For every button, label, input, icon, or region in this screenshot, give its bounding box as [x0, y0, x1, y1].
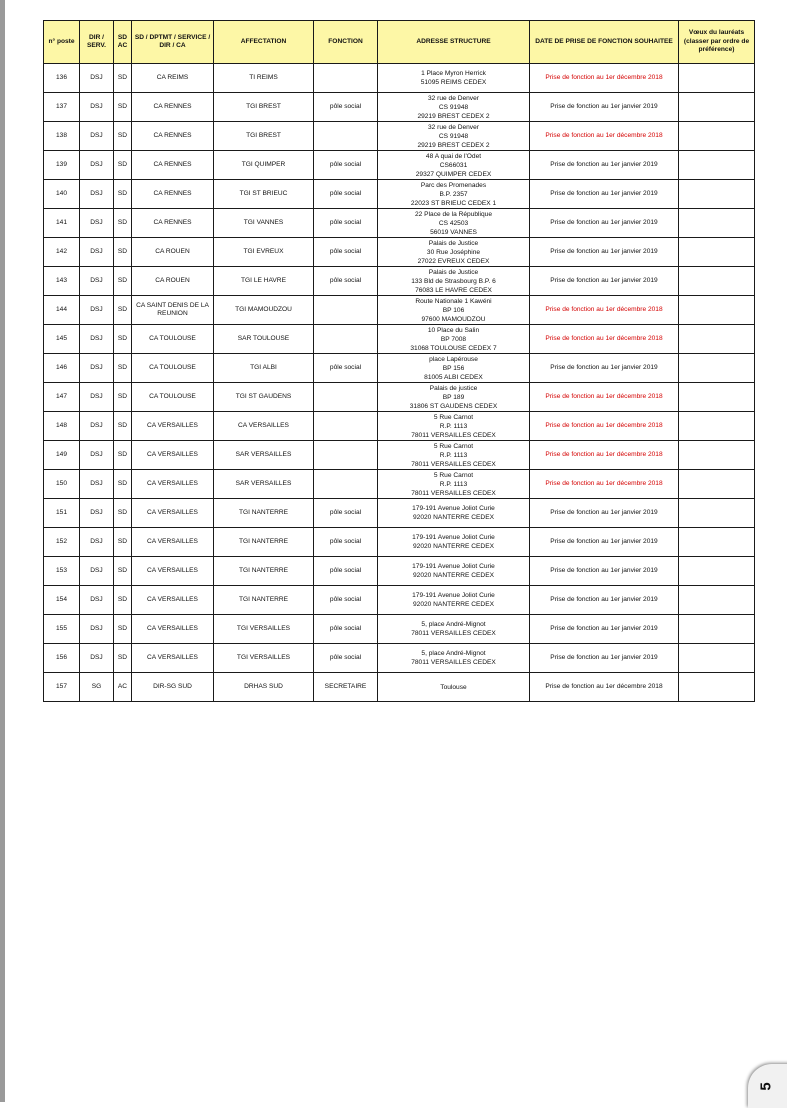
- cell-affectation: SAR VERSAILLES: [214, 470, 314, 499]
- cell-adresse: [378, 673, 530, 702]
- cell-poste: 149: [44, 441, 80, 470]
- adresse-line: 29219 BREST CEDEX 2: [417, 112, 490, 120]
- cell-adresse: [378, 383, 530, 412]
- cell-poste: 137: [44, 93, 80, 122]
- cell-affectation: TGI EVREUX: [214, 238, 314, 267]
- cell-voeux[interactable]: [679, 296, 755, 325]
- table-row: [44, 354, 755, 383]
- adresse-line: 56019 VANNES: [430, 228, 477, 236]
- adresse-line: 78011 VERSAILLES CEDEX: [411, 489, 496, 497]
- cell-dir: DSJ: [80, 383, 114, 412]
- adresse-line: 5 Rue Carnot: [433, 442, 474, 450]
- cell-voeux[interactable]: [679, 64, 755, 93]
- adresse-line: 76083 LE HAVRE CEDEX: [415, 286, 492, 294]
- cell-sdac: SD: [114, 412, 132, 441]
- cell-poste: 153: [44, 557, 80, 586]
- cell-sdac: AC: [114, 673, 132, 702]
- cell-affectation: SAR VERSAILLES: [214, 441, 314, 470]
- adresse-line: 32 rue de Denver: [428, 94, 479, 102]
- cell-adresse: [378, 325, 530, 354]
- cell-fonction: pôle social: [314, 151, 378, 180]
- cell-poste: 147: [44, 383, 80, 412]
- cell-fonction: pôle social: [314, 180, 378, 209]
- cell-voeux[interactable]: [679, 470, 755, 499]
- cell-date: Prise de fonction au 1er décembre 2018: [530, 470, 679, 499]
- header-fonction: FONCTION: [314, 21, 378, 64]
- cell-date: Prise de fonction au 1er janvier 2019: [530, 644, 679, 673]
- adresse-line: CS 91948: [438, 103, 469, 111]
- cell-poste: 139: [44, 151, 80, 180]
- cell-date: Prise de fonction au 1er janvier 2019: [530, 93, 679, 122]
- cell-adresse: [378, 354, 530, 383]
- cell-voeux[interactable]: [679, 122, 755, 151]
- cell-poste: 142: [44, 238, 80, 267]
- cell-fonction: pôle social: [314, 644, 378, 673]
- cell-voeux[interactable]: [679, 673, 755, 702]
- adresse-line: R.P. 1113: [439, 451, 468, 459]
- table-row: [44, 93, 755, 122]
- cell-dir: DSJ: [80, 586, 114, 615]
- cell-poste: 144: [44, 296, 80, 325]
- cell-adresse: [378, 93, 530, 122]
- cell-adresse: [378, 441, 530, 470]
- cell-voeux[interactable]: [679, 499, 755, 528]
- cell-voeux[interactable]: [679, 441, 755, 470]
- cell-voeux[interactable]: [679, 180, 755, 209]
- cell-fonction: [314, 296, 378, 325]
- cell-sdac: SD: [114, 354, 132, 383]
- cell-poste: 157: [44, 673, 80, 702]
- table-row: [44, 209, 755, 238]
- adresse-line: place Lapérouse: [429, 355, 478, 363]
- cell-poste: 145: [44, 325, 80, 354]
- adresse-line: 22023 ST BRIEUC CEDEX 1: [410, 199, 497, 207]
- cell-fonction: [314, 325, 378, 354]
- table-row: [44, 615, 755, 644]
- cell-affectation: TGI MAMOUDZOU: [214, 296, 314, 325]
- adresse-line: 29219 BREST CEDEX 2: [417, 141, 490, 149]
- adresse-line: 22 Place de la République: [415, 210, 492, 218]
- cell-sdac: SD: [114, 64, 132, 93]
- cell-sdac: SD: [114, 122, 132, 151]
- cell-date: Prise de fonction au 1er décembre 2018: [530, 122, 679, 151]
- table-row: [44, 267, 755, 296]
- header-sd-dptmt: SD / DPTMT / SERVICE / DIR / CA: [132, 21, 214, 64]
- cell-affectation: CA VERSAILLES: [214, 412, 314, 441]
- cell-fonction: SECRETAIRE: [314, 673, 378, 702]
- cell-dir: DSJ: [80, 267, 114, 296]
- cell-poste: 150: [44, 470, 80, 499]
- cell-dir: DSJ: [80, 557, 114, 586]
- table-row: [44, 64, 755, 93]
- cell-sdac: SD: [114, 93, 132, 122]
- cell-sdac: SD: [114, 325, 132, 354]
- cell-sd-dptmt: CA TOULOUSE: [132, 354, 214, 383]
- cell-sd-dptmt: CA RENNES: [132, 151, 214, 180]
- cell-sdac: SD: [114, 180, 132, 209]
- cell-sd-dptmt: CA VERSAILLES: [132, 528, 214, 557]
- table-row: [44, 528, 755, 557]
- page-left-edge: [0, 0, 5, 1102]
- cell-affectation: TGI BREST: [214, 93, 314, 122]
- cell-date: Prise de fonction au 1er janvier 2019: [530, 180, 679, 209]
- cell-fonction: pôle social: [314, 354, 378, 383]
- cell-affectation: SAR TOULOUSE: [214, 325, 314, 354]
- header-poste: n° poste: [44, 21, 80, 64]
- cell-affectation: TGI NANTERRE: [214, 528, 314, 557]
- cell-dir: DSJ: [80, 296, 114, 325]
- cell-date: Prise de fonction au 1er janvier 2019: [530, 615, 679, 644]
- adresse-line: BP 189: [442, 393, 465, 401]
- cell-poste: 156: [44, 644, 80, 673]
- adresse-line: 5 Rue Carnot: [433, 471, 474, 479]
- cell-voeux[interactable]: [679, 267, 755, 296]
- cell-voeux[interactable]: [679, 325, 755, 354]
- header-voeux: Vœux du lauréats (classer par ordre de préférence): [679, 21, 755, 64]
- cell-sdac: SD: [114, 441, 132, 470]
- cell-voeux[interactable]: [679, 238, 755, 267]
- cell-fonction: [314, 470, 378, 499]
- adresse-line: 51095 REIMS CEDEX: [420, 79, 487, 86]
- adresse-line: 81005 ALBI CEDEX: [424, 373, 483, 381]
- cell-sdac: SD: [114, 267, 132, 296]
- cell-sd-dptmt: CA VERSAILLES: [132, 615, 214, 644]
- cell-sd-dptmt: CA TOULOUSE: [132, 325, 214, 354]
- adresse-line: 32 rue de Denver: [428, 123, 479, 131]
- adresse-line: 97600 MAMOUDZOU: [421, 315, 486, 323]
- cell-poste: 154: [44, 586, 80, 615]
- adresse-line: 179-191 Avenue Joliot Curie: [412, 534, 495, 541]
- header-affectation: AFFECTATION: [214, 21, 314, 64]
- cell-sdac: SD: [114, 586, 132, 615]
- cell-sdac: SD: [114, 296, 132, 325]
- cell-affectation: TGI NANTERRE: [214, 557, 314, 586]
- cell-adresse: [378, 586, 530, 615]
- adresse-line: 92020 NANTERRE CEDEX: [413, 514, 494, 521]
- cell-sd-dptmt: CA VERSAILLES: [132, 644, 214, 673]
- cell-date: Prise de fonction au 1er janvier 2019: [530, 586, 679, 615]
- cell-adresse: [378, 64, 530, 93]
- cell-adresse: [378, 557, 530, 586]
- adresse-line: CS 91948: [438, 132, 469, 140]
- cell-affectation: TGI VERSAILLES: [214, 615, 314, 644]
- table-row: [44, 586, 755, 615]
- cell-affectation: TGI BREST: [214, 122, 314, 151]
- cell-dir: SG: [80, 673, 114, 702]
- cell-affectation: DRHAS SUD: [214, 673, 314, 702]
- cell-dir: DSJ: [80, 441, 114, 470]
- cell-sdac: SD: [114, 615, 132, 644]
- adresse-line: CS 42503: [438, 219, 469, 227]
- adresse-line: 179-191 Avenue Joliot Curie: [412, 505, 495, 512]
- cell-fonction: pôle social: [314, 93, 378, 122]
- cell-poste: 148: [44, 412, 80, 441]
- adresse-line: 78011 VERSAILLES CEDEX: [411, 431, 496, 439]
- cell-adresse: [378, 209, 530, 238]
- table-row: [44, 238, 755, 267]
- table-row: [44, 122, 755, 151]
- cell-sd-dptmt: CA RENNES: [132, 180, 214, 209]
- cell-dir: DSJ: [80, 93, 114, 122]
- cell-dir: DSJ: [80, 122, 114, 151]
- cell-dir: DSJ: [80, 615, 114, 644]
- adresse-line: 5, place André-Mignot: [421, 650, 486, 657]
- cell-voeux[interactable]: [679, 586, 755, 615]
- cell-sd-dptmt: CA VERSAILLES: [132, 586, 214, 615]
- cell-sd-dptmt: CA RENNES: [132, 93, 214, 122]
- table-row: [44, 673, 755, 702]
- adresse-line: BP 106: [442, 306, 465, 314]
- adresse-line: Parc des Promenades: [420, 181, 487, 189]
- cell-sdac: SD: [114, 238, 132, 267]
- table-row: [44, 325, 755, 354]
- adresse-line: 92020 NANTERRE CEDEX: [413, 543, 494, 550]
- cell-dir: DSJ: [80, 64, 114, 93]
- cell-fonction: pôle social: [314, 615, 378, 644]
- cell-adresse: [378, 151, 530, 180]
- cell-adresse: [378, 180, 530, 209]
- header-date: DATE DE PRISE DE FONCTION SOUHAITEE: [530, 21, 679, 64]
- cell-date: Prise de fonction au 1er décembre 2018: [530, 325, 679, 354]
- header-adresse: ADRESSE STRUCTURE: [378, 21, 530, 64]
- adresse-line: BP 156: [442, 364, 465, 372]
- cell-fonction: pôle social: [314, 238, 378, 267]
- adresse-line: 5 Rue Carnot: [433, 413, 474, 421]
- table-row: [44, 151, 755, 180]
- cell-sdac: SD: [114, 644, 132, 673]
- cell-fonction: pôle social: [314, 586, 378, 615]
- cell-sd-dptmt: CA RENNES: [132, 122, 214, 151]
- cell-sd-dptmt: DIR-SG SUD: [132, 673, 214, 702]
- cell-adresse: [378, 412, 530, 441]
- cell-fonction: [314, 412, 378, 441]
- cell-poste: 141: [44, 209, 80, 238]
- cell-sdac: SD: [114, 499, 132, 528]
- cell-poste: 136: [44, 64, 80, 93]
- cell-voeux[interactable]: [679, 528, 755, 557]
- cell-adresse: [378, 499, 530, 528]
- table-row: [44, 499, 755, 528]
- cell-sd-dptmt: CA REIMS: [132, 64, 214, 93]
- cell-affectation: TGI VERSAILLES: [214, 644, 314, 673]
- cell-date: Prise de fonction au 1er janvier 2019: [530, 557, 679, 586]
- cell-adresse: [378, 267, 530, 296]
- adresse-line: 1 Place Myron Herrick: [421, 70, 486, 77]
- table-row: [44, 383, 755, 412]
- table-row: [44, 441, 755, 470]
- cell-voeux[interactable]: [679, 557, 755, 586]
- adresse-line: R.P. 1113: [439, 480, 468, 488]
- adresse-line: Palais de Justice: [428, 268, 479, 276]
- cell-dir: DSJ: [80, 151, 114, 180]
- cell-date: Prise de fonction au 1er janvier 2019: [530, 354, 679, 383]
- cell-sdac: SD: [114, 209, 132, 238]
- table-row: [44, 644, 755, 673]
- table-row: [44, 557, 755, 586]
- adresse-line: 48 A quai de l'Odet: [425, 152, 482, 160]
- cell-sdac: SD: [114, 557, 132, 586]
- cell-voeux[interactable]: [679, 383, 755, 412]
- cell-adresse: [378, 644, 530, 673]
- cell-dir: DSJ: [80, 354, 114, 383]
- cell-sdac: SD: [114, 470, 132, 499]
- cell-date: Prise de fonction au 1er décembre 2018: [530, 64, 679, 93]
- cell-voeux[interactable]: [679, 354, 755, 383]
- cell-voeux[interactable]: [679, 209, 755, 238]
- adresse-line: 92020 NANTERRE CEDEX: [413, 601, 494, 608]
- adresse-line: Palais de justice: [429, 384, 478, 392]
- adresse-line: 30 Rue Joséphine: [426, 248, 481, 256]
- adresse-line: Palais de Justice: [428, 239, 479, 247]
- adresse-line: R.P. 1113: [439, 422, 468, 430]
- cell-dir: DSJ: [80, 180, 114, 209]
- cell-fonction: pôle social: [314, 499, 378, 528]
- adresse-line: BP 7008: [440, 335, 467, 343]
- adresse-line: 133 Bld de Strasbourg B.P. 6: [411, 277, 496, 285]
- cell-date: Prise de fonction au 1er décembre 2018: [530, 441, 679, 470]
- cell-sd-dptmt: CA ROUEN: [132, 267, 214, 296]
- cell-sd-dptmt: CA TOULOUSE: [132, 383, 214, 412]
- cell-date: Prise de fonction au 1er décembre 2018: [530, 296, 679, 325]
- adresse-line: 27022 EVREUX CEDEX: [417, 257, 490, 265]
- cell-fonction: [314, 122, 378, 151]
- cell-fonction: pôle social: [314, 267, 378, 296]
- adresse-line: 179-191 Avenue Joliot Curie: [412, 563, 495, 570]
- cell-fonction: [314, 441, 378, 470]
- cell-sd-dptmt: CA VERSAILLES: [132, 499, 214, 528]
- adresse-line: 31068 TOULOUSE CEDEX 7: [410, 344, 497, 352]
- cell-adresse: [378, 296, 530, 325]
- cell-voeux[interactable]: [679, 615, 755, 644]
- cell-affectation: TGI ALBI: [214, 354, 314, 383]
- cell-sd-dptmt: CA VERSAILLES: [132, 412, 214, 441]
- cell-fonction: pôle social: [314, 528, 378, 557]
- cell-affectation: TGI ST GAUDENS: [214, 383, 314, 412]
- cell-poste: 155: [44, 615, 80, 644]
- cell-date: Prise de fonction au 1er janvier 2019: [530, 151, 679, 180]
- adresse-line: CS66031: [439, 161, 468, 169]
- cell-date: Prise de fonction au 1er décembre 2018: [530, 412, 679, 441]
- cell-date: Prise de fonction au 1er janvier 2019: [530, 238, 679, 267]
- adresse-line: B.P. 2357: [439, 190, 468, 198]
- cell-affectation: TGI VANNES: [214, 209, 314, 238]
- adresse-line: 78011 VERSAILLES CEDEX: [411, 659, 496, 666]
- cell-date: Prise de fonction au 1er décembre 2018: [530, 673, 679, 702]
- postes-table: [43, 20, 755, 702]
- cell-sd-dptmt: CA VERSAILLES: [132, 470, 214, 499]
- cell-adresse: [378, 528, 530, 557]
- cell-adresse: [378, 122, 530, 151]
- table-row: [44, 180, 755, 209]
- page-number-tab: [748, 1064, 787, 1108]
- cell-voeux[interactable]: [679, 151, 755, 180]
- cell-sd-dptmt: CA ROUEN: [132, 238, 214, 267]
- cell-sd-dptmt: CA SAINT DENIS DE LA REUNION: [132, 296, 214, 325]
- adresse-line: Toulouse: [440, 683, 467, 691]
- cell-fonction: [314, 383, 378, 412]
- cell-poste: 143: [44, 267, 80, 296]
- cell-date: Prise de fonction au 1er janvier 2019: [530, 267, 679, 296]
- cell-fonction: pôle social: [314, 557, 378, 586]
- table-row: [44, 412, 755, 441]
- cell-affectation: TI REIMS: [214, 64, 314, 93]
- cell-date: Prise de fonction au 1er janvier 2019: [530, 499, 679, 528]
- cell-voeux[interactable]: [679, 644, 755, 673]
- adresse-line: Route Nationale 1 Kawéni: [415, 297, 492, 305]
- cell-affectation: TGI QUIMPER: [214, 151, 314, 180]
- cell-sdac: SD: [114, 383, 132, 412]
- cell-sdac: SD: [114, 151, 132, 180]
- cell-date: Prise de fonction au 1er janvier 2019: [530, 209, 679, 238]
- cell-affectation: TGI NANTERRE: [214, 499, 314, 528]
- cell-fonction: pôle social: [314, 209, 378, 238]
- cell-adresse: [378, 615, 530, 644]
- table-row: [44, 296, 755, 325]
- cell-date: Prise de fonction au 1er janvier 2019: [530, 528, 679, 557]
- cell-sd-dptmt: CA VERSAILLES: [132, 441, 214, 470]
- cell-sd-dptmt: CA VERSAILLES: [132, 557, 214, 586]
- adresse-line: 10 Place du Salin: [427, 326, 480, 334]
- table-body: [44, 64, 755, 702]
- cell-voeux[interactable]: [679, 412, 755, 441]
- header-dir: DIR / SERV.: [80, 21, 114, 64]
- cell-dir: DSJ: [80, 528, 114, 557]
- adresse-line: 29327 QUIMPER CEDEX: [415, 170, 492, 178]
- cell-poste: 138: [44, 122, 80, 151]
- cell-adresse: [378, 238, 530, 267]
- cell-dir: DSJ: [80, 325, 114, 354]
- cell-sd-dptmt: CA RENNES: [132, 209, 214, 238]
- page-number: 5: [757, 1082, 775, 1091]
- adresse-line: 78011 VERSAILLES CEDEX: [411, 460, 496, 468]
- table-header-row: [44, 21, 755, 64]
- cell-dir: DSJ: [80, 209, 114, 238]
- header-sdac: SD AC: [114, 21, 132, 64]
- cell-dir: DSJ: [80, 470, 114, 499]
- adresse-line: 92020 NANTERRE CEDEX: [413, 572, 494, 579]
- cell-date: Prise de fonction au 1er décembre 2018: [530, 383, 679, 412]
- cell-poste: 152: [44, 528, 80, 557]
- cell-fonction: [314, 64, 378, 93]
- cell-poste: 146: [44, 354, 80, 383]
- cell-adresse: [378, 470, 530, 499]
- table-row: [44, 470, 755, 499]
- cell-dir: DSJ: [80, 499, 114, 528]
- adresse-line: 179-191 Avenue Joliot Curie: [412, 592, 495, 599]
- cell-poste: 151: [44, 499, 80, 528]
- adresse-line: 5, place André-Mignot: [421, 621, 486, 628]
- cell-affectation: TGI NANTERRE: [214, 586, 314, 615]
- cell-voeux[interactable]: [679, 93, 755, 122]
- cell-poste: 140: [44, 180, 80, 209]
- adresse-line: 78011 VERSAILLES CEDEX: [411, 630, 496, 637]
- cell-dir: DSJ: [80, 412, 114, 441]
- cell-dir: DSJ: [80, 238, 114, 267]
- cell-affectation: TGI LE HAVRE: [214, 267, 314, 296]
- cell-dir: DSJ: [80, 644, 114, 673]
- adresse-line: 31806 ST GAUDENS CEDEX: [409, 402, 498, 410]
- cell-sdac: SD: [114, 528, 132, 557]
- cell-affectation: TGI ST BRIEUC: [214, 180, 314, 209]
